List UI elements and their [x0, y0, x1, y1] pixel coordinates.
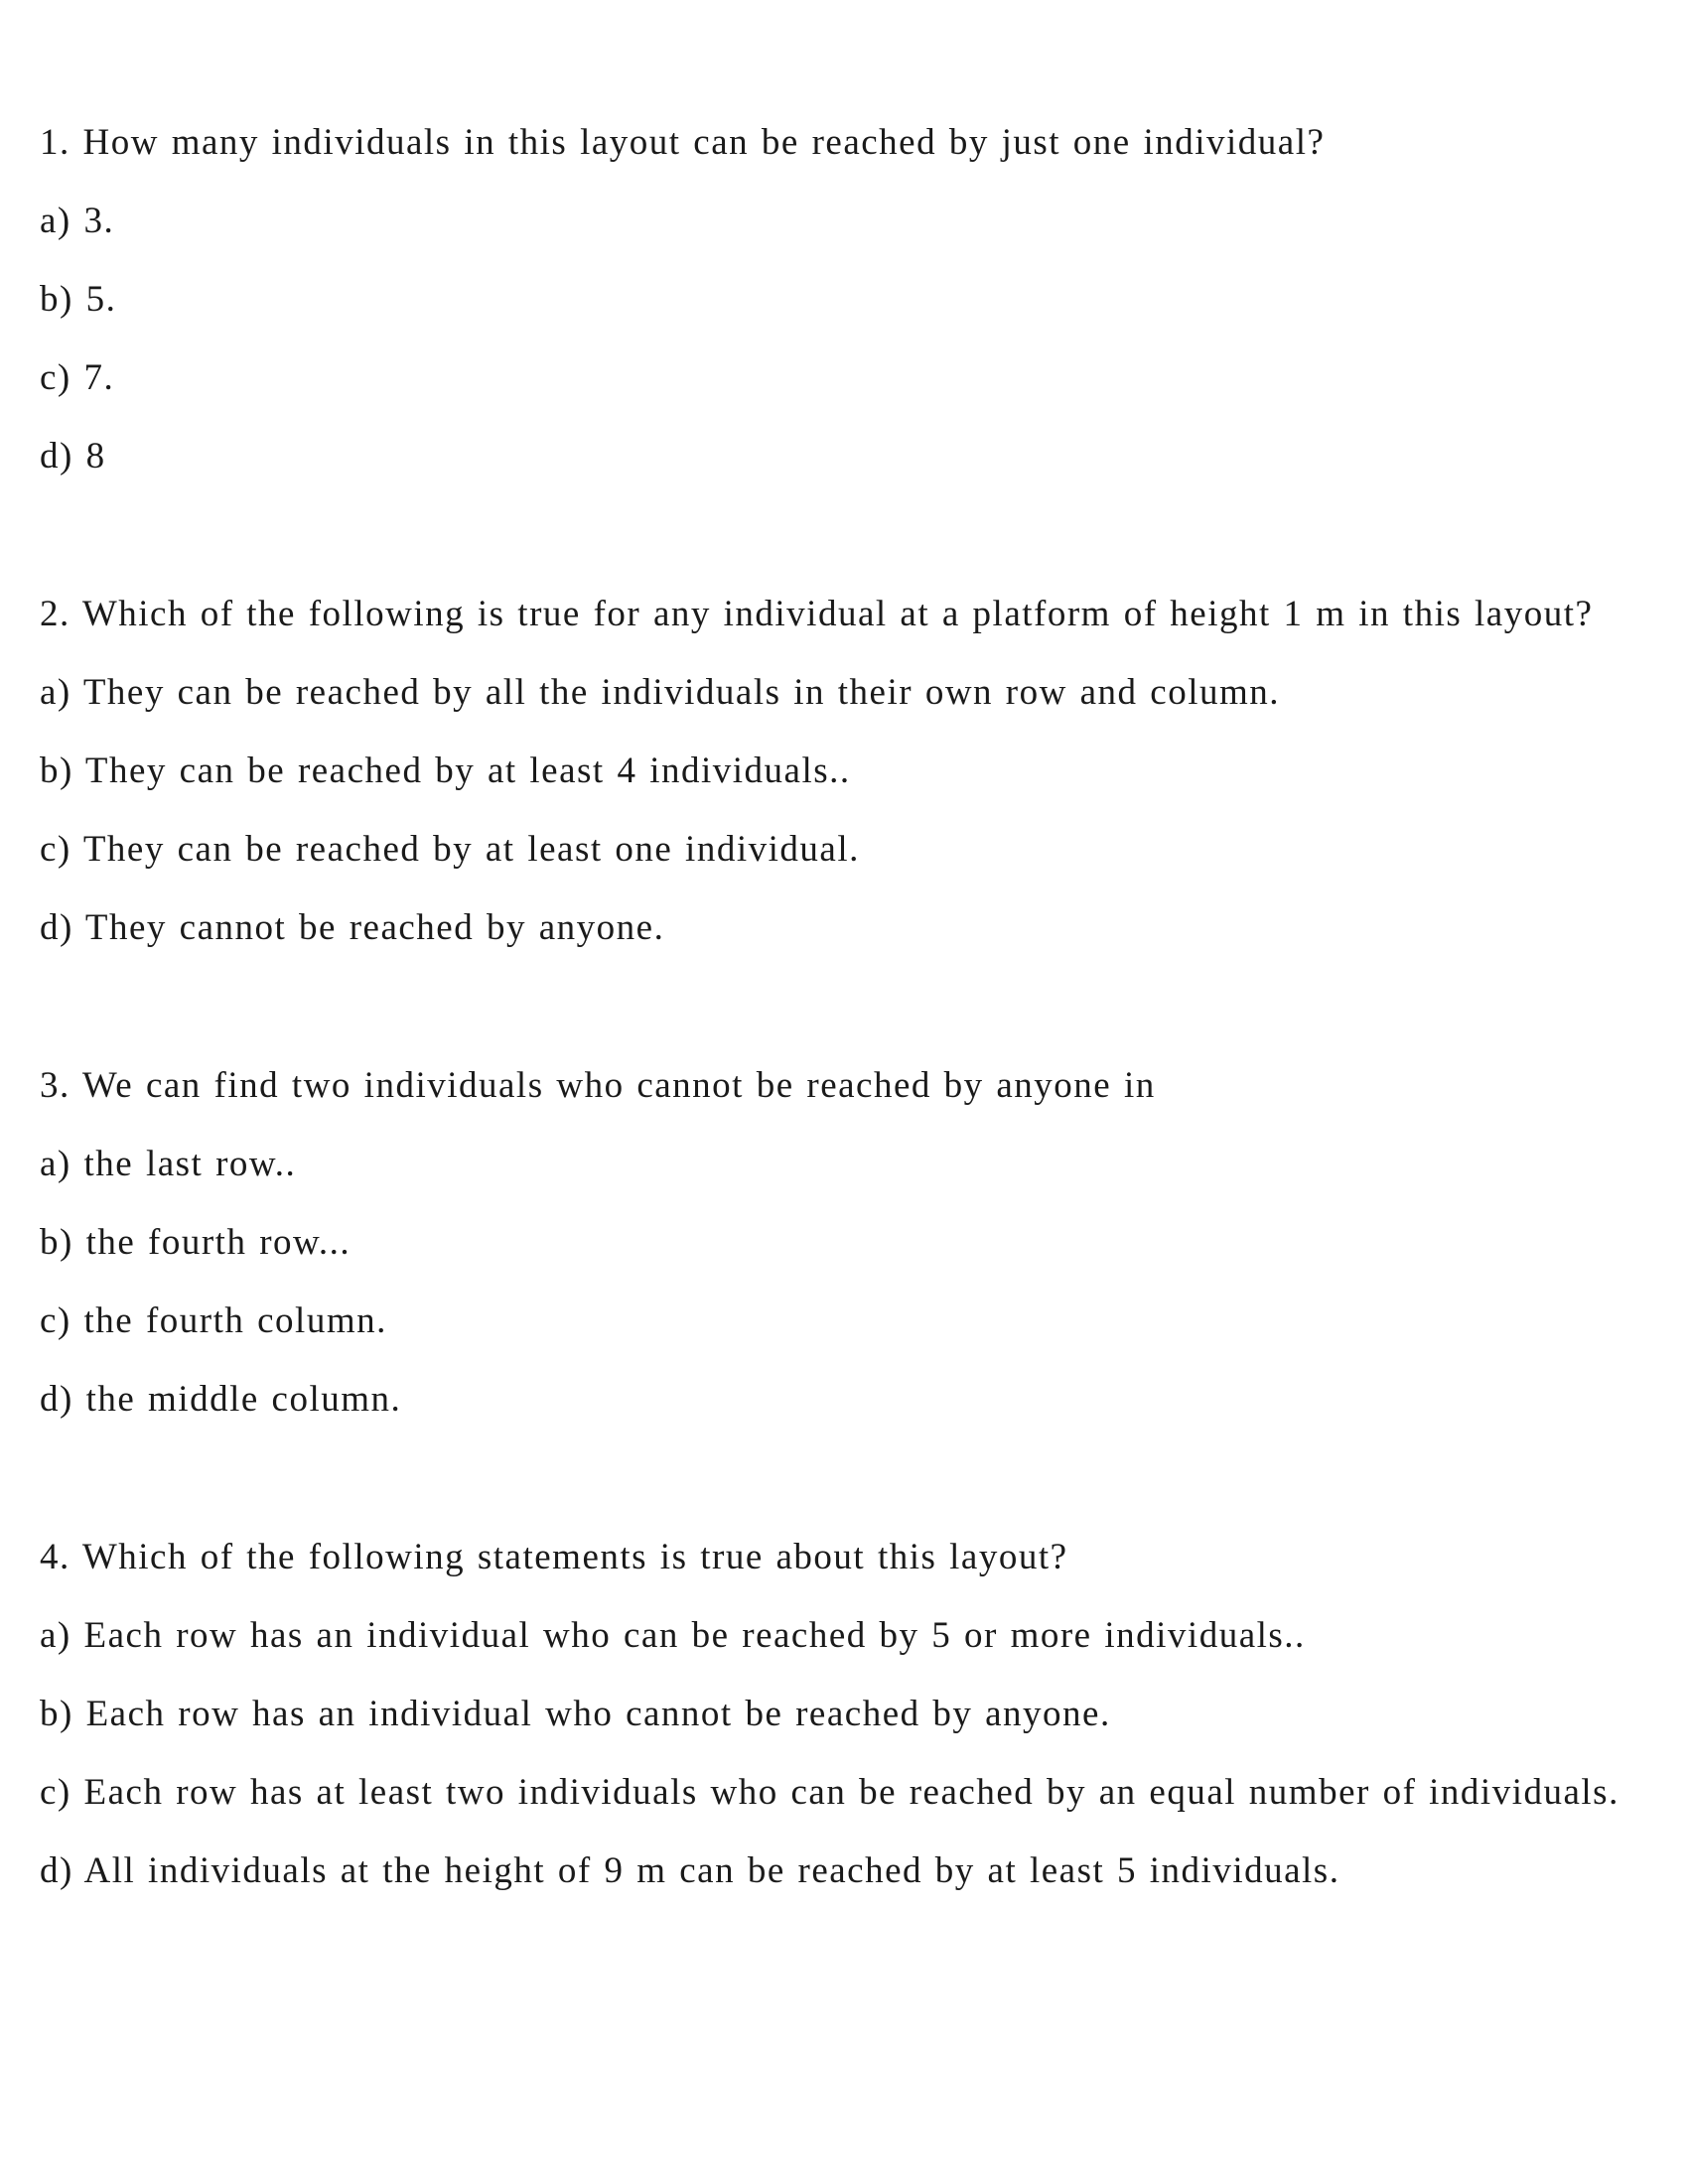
option-c: c) the fourth column. — [40, 1300, 387, 1341]
option-a: a) the last row.. — [40, 1144, 297, 1184]
option-c: c) 7. — [40, 357, 115, 398]
option-b: b) the fourth row... — [40, 1222, 352, 1263]
option-d: d) the middle column. — [40, 1379, 402, 1420]
option-a: a) They can be reached by all the individuals in their own row and column. — [40, 672, 1280, 713]
question-text: 4. Which of the following statements is true about this layout? — [40, 1537, 1068, 1577]
question-sheet — [40, 117, 1642, 1897]
option-a: a) 3. — [40, 201, 115, 241]
option-d: d) 8 — [40, 436, 106, 477]
option-b: b) 5. — [40, 279, 117, 320]
option-c: c) Each row has at least two individuals who can be reached by an equal number of individuals. — [40, 1772, 1619, 1813]
question-text: 3. We can find two individuals who cannot be reached by anyone in — [40, 1065, 1156, 1106]
question-3 — [40, 1060, 1642, 1426]
question-2 — [40, 589, 1642, 954]
option-c: c) They can be reached by at least one individual. — [40, 829, 860, 870]
option-d: d) All individuals at the height of 9 m can be reached by at least 5 individuals. — [40, 1850, 1340, 1891]
question-text: 1. How many individuals in this layout can be reached by just one individual? — [40, 122, 1326, 163]
question-text: 2. Which of the following is true for any individual at a platform of height 1 m in this layout? — [40, 594, 1594, 634]
option-d: d) They cannot be reached by anyone. — [40, 907, 665, 948]
question-4 — [40, 1532, 1642, 1897]
option-b: b) They can be reached by at least 4 individuals.. — [40, 751, 851, 791]
question-1 — [40, 117, 1642, 482]
option-a: a) Each row has an individual who can be reached by 5 or more individuals.. — [40, 1615, 1306, 1656]
option-b: b) Each row has an individual who cannot be reached by anyone. — [40, 1694, 1111, 1734]
